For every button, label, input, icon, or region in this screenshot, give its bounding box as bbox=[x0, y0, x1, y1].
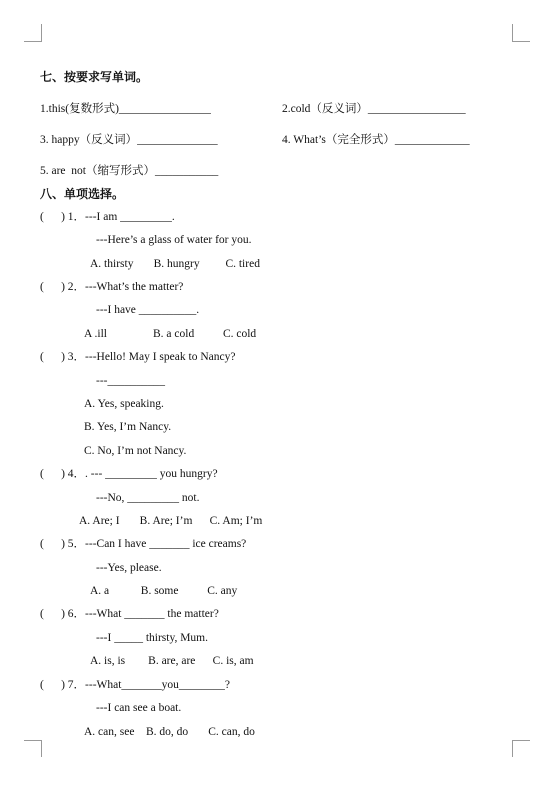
q4-stem: ( ) 4．. --- _________ you hungry? bbox=[40, 468, 218, 480]
s7-item-4: 4. What’s（完全形式）_____________ bbox=[282, 134, 470, 146]
q7-stem: ( ) 7．---What_______you________? bbox=[40, 679, 231, 691]
crop-mark-bottom-left-v bbox=[41, 740, 42, 757]
q2-options: A .ill B. a cold C. cold bbox=[84, 328, 257, 340]
q4-reply: ---No, _________ not. bbox=[96, 492, 200, 504]
crop-mark-top-right-h bbox=[512, 41, 530, 42]
q3-option-b: B. Yes, I’m Nancy. bbox=[84, 421, 172, 433]
q3-stem: ( ) 3．---Hello! May I speak to Nancy? bbox=[40, 351, 236, 363]
q6-options: A. is, is B. are, are C. is, am bbox=[90, 655, 254, 667]
crop-mark-top-left-v bbox=[41, 24, 42, 41]
crop-mark-bottom-right-v bbox=[512, 740, 513, 757]
q6-stem: ( ) 6．---What _______ the matter? bbox=[40, 608, 219, 620]
crop-mark-bottom-left-h bbox=[24, 740, 42, 741]
q4-options: A. Are; I B. Are; I’m C. Am; I’m bbox=[79, 515, 263, 527]
q1-options: A. thirsty B. hungry C. tired bbox=[90, 258, 260, 270]
crop-mark-bottom-right-h bbox=[512, 740, 530, 741]
section-8-heading: 八、单项选择。 bbox=[40, 187, 125, 201]
q6-reply: ---I _____ thirsty, Mum. bbox=[96, 632, 209, 644]
crop-mark-top-right-v bbox=[512, 24, 513, 41]
q2-stem: ( ) 2．---What’s the matter? bbox=[40, 281, 184, 293]
s7-item-1: 1.this(复数形式)________________ bbox=[40, 103, 211, 115]
q3-option-a: A. Yes, speaking. bbox=[84, 398, 164, 410]
crop-mark-top-left-h bbox=[24, 41, 42, 42]
s7-item-2: 2.cold（反义词）_________________ bbox=[282, 103, 466, 115]
s7-item-5: 5. are not（缩写形式）___________ bbox=[40, 165, 219, 177]
q5-options: A. a B. some C. any bbox=[90, 585, 238, 597]
q1-stem: ( ) 1．---I am _________. bbox=[40, 211, 175, 223]
section-7-heading: 七、按要求写单词。 bbox=[40, 70, 149, 84]
q5-reply: ---Yes, please. bbox=[96, 562, 162, 574]
q7-options: A. can, see B. do, do C. can, do bbox=[84, 726, 255, 738]
s7-item-3: 3. happy（反义词）______________ bbox=[40, 134, 218, 146]
q3-reply: ---__________ bbox=[96, 375, 165, 387]
q5-stem: ( ) 5．---Can I have _______ ice creams? bbox=[40, 538, 247, 550]
q1-reply: ---Here’s a glass of water for you. bbox=[96, 234, 252, 246]
q2-reply: ---I have __________. bbox=[96, 304, 200, 316]
q3-option-c: C. No, I’m not Nancy. bbox=[84, 445, 187, 457]
q7-reply: ---I can see a boat. bbox=[96, 702, 182, 714]
